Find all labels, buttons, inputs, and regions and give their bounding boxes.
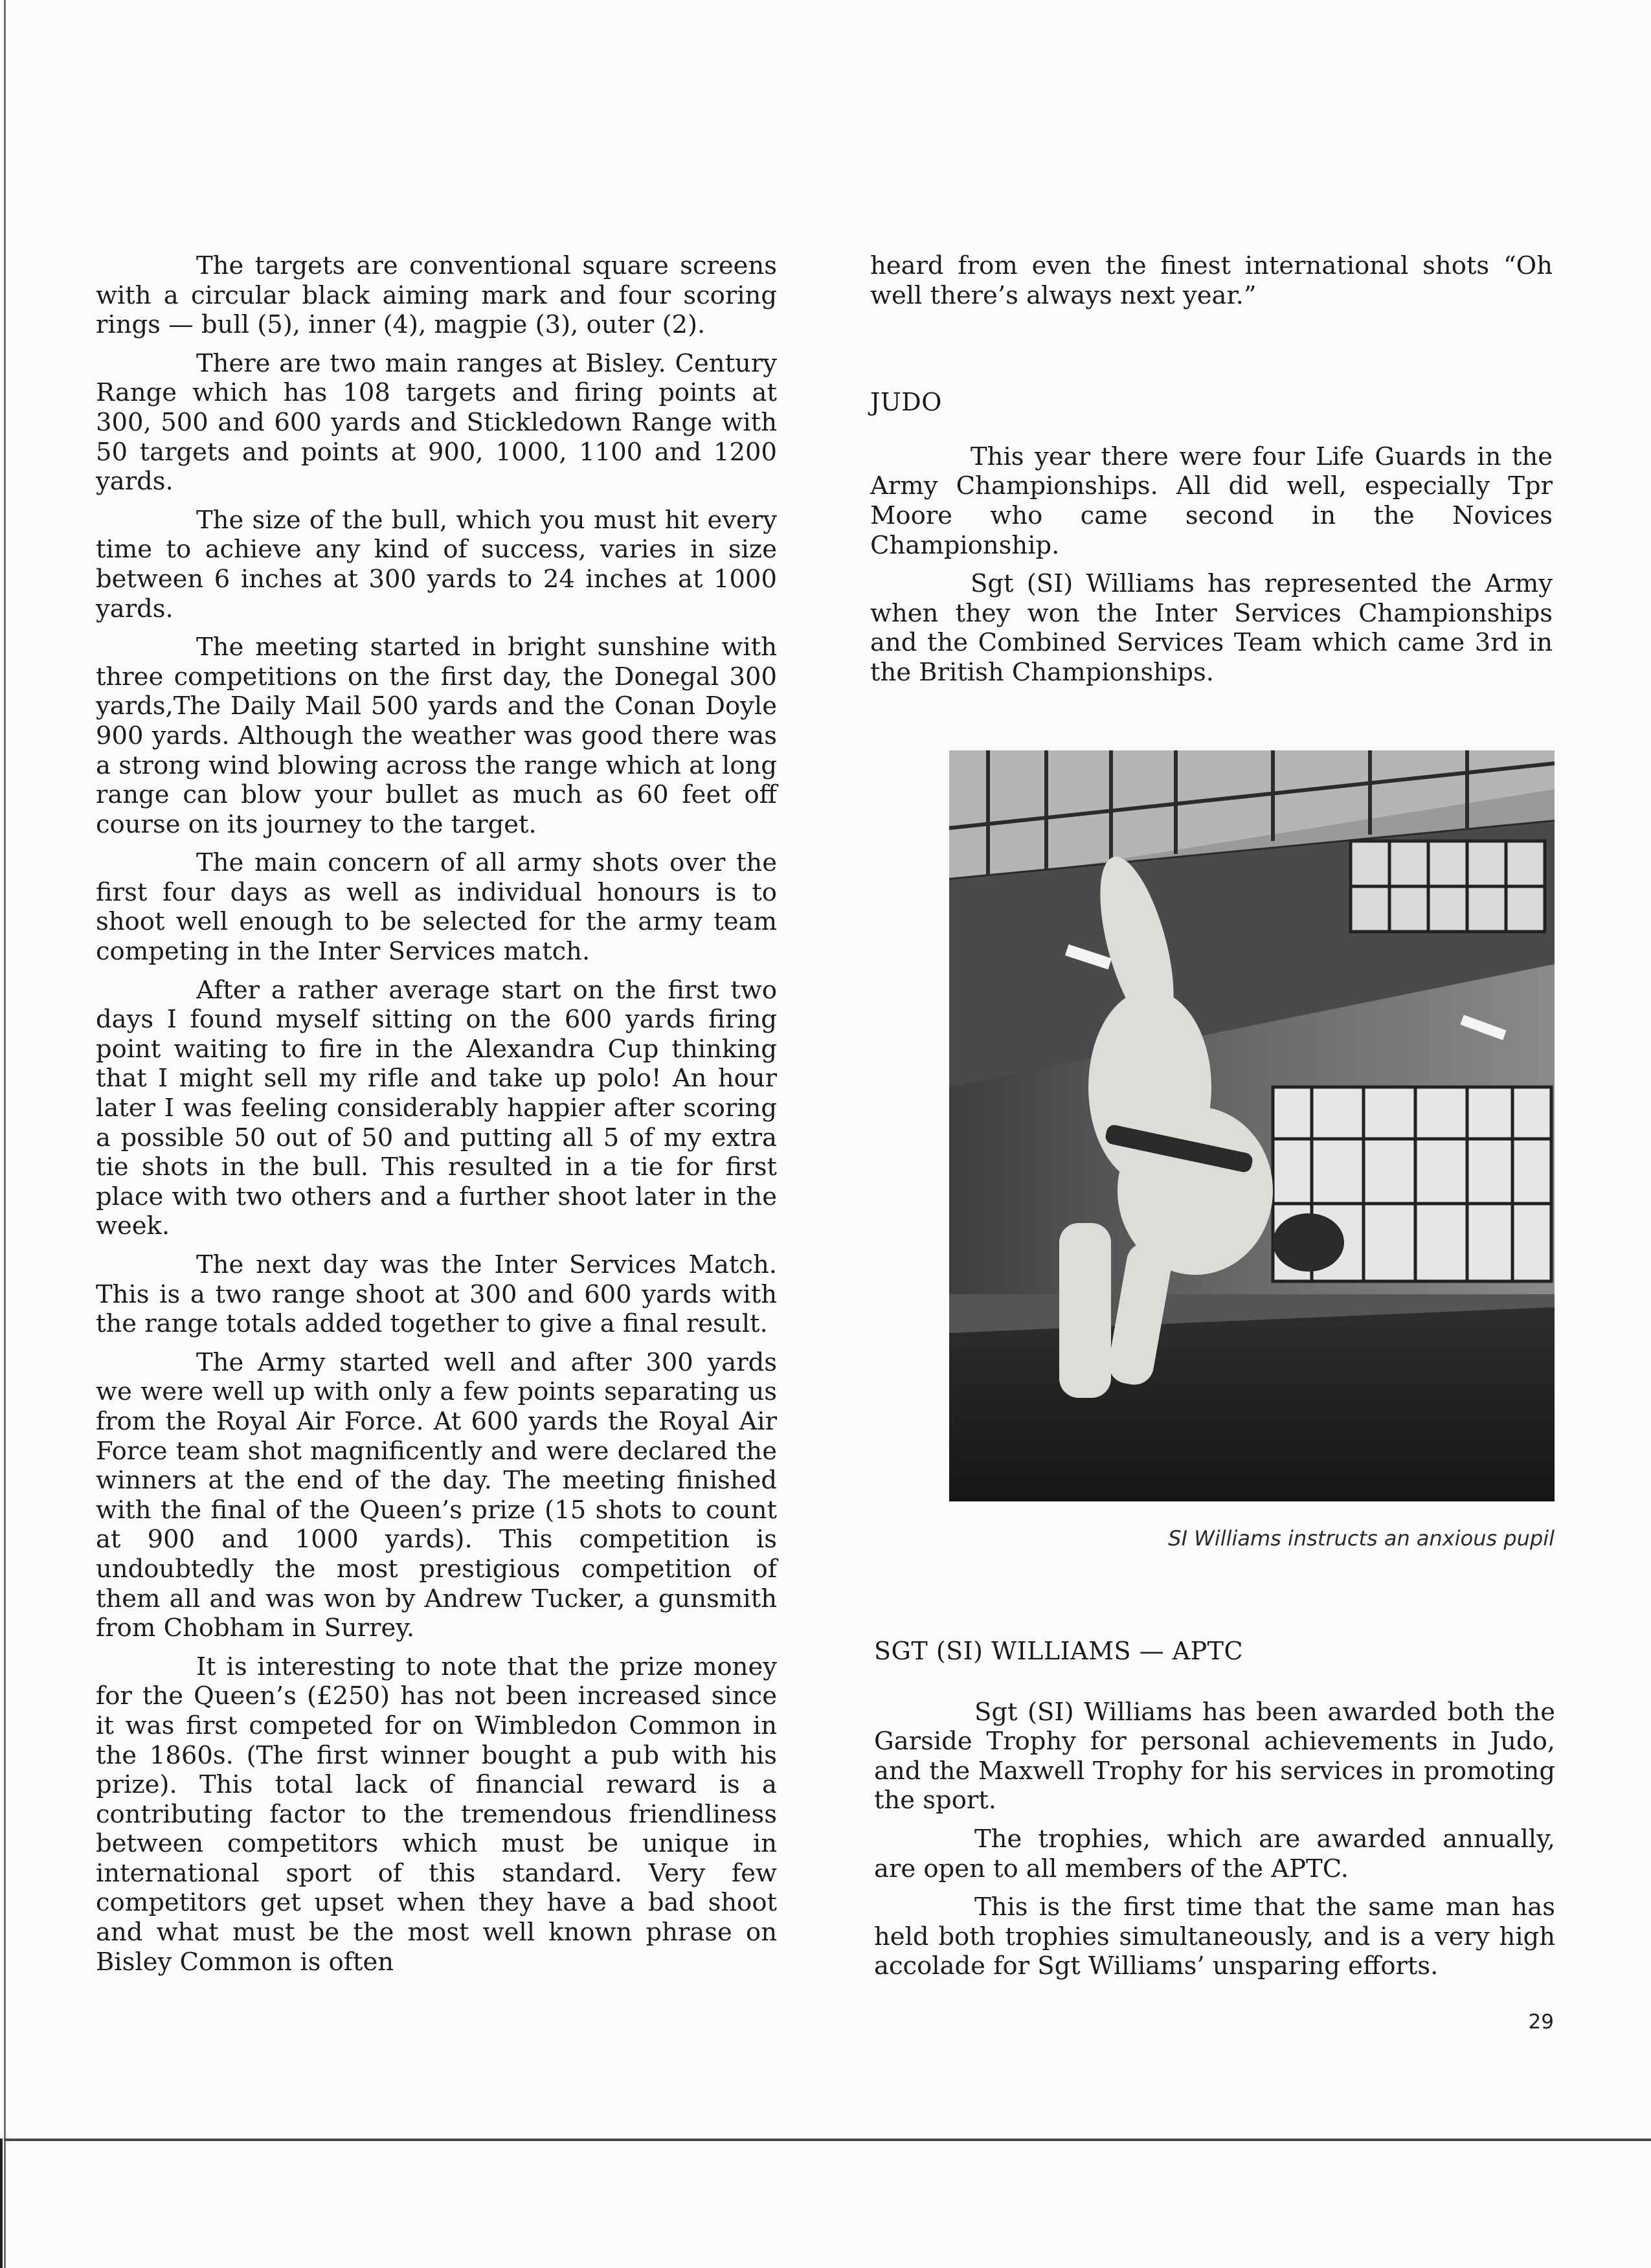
- judo-paragraph-1: This year there were four Life Guards in the Army Championships. All did well, especially Tpr Moore who came second in the Novices Championship.: [870, 442, 1553, 560]
- left-paragraph-4: The meeting started in bright sunshine with three competitions on the first day, the Donegal 300 yards,The Daily Mail 500 yards and the Conan Doyle 900 yards. Although the weather was good there was a strong wind blowing across the range which at long range can blow your bullet as much as 60 feet off course on its journey to the target.: [96, 633, 777, 839]
- left-paragraph-5: The main concern of all army shots over the first four days as well as individual honours is to shoot well enough to be selected for the army team competing in the Inter Services match.: [96, 848, 777, 967]
- judo-paragraph-2: Sgt (SI) Williams has represented the Army when they won the Inter Services Championships and the Combined Services Team which came 3rd in the British Championships.: [870, 569, 1553, 687]
- williams-paragraph-2: The trophies, which are awarded annually, are open to all members of the APTC.: [874, 1824, 1555, 1883]
- left-paragraph-8: The Army started well and after 300 yards we were well up with only a few points separating us from the Royal Air Force. At 600 yards the Royal Air Force team shot magnificently and were declared the winners at the end of the day. The meeting finished with the final of the Queen’s prize (15 shots to count at 900 and 1000 yards). This competition is undoubtedly the most prestigious competition of them all and was won by Andrew Tucker, a gunsmith from Chobham in Surrey.: [96, 1347, 777, 1643]
- left-paragraph-3: The size of the bull, which you must hit every time to achieve any kind of success, varies in size between 6 inches at 300 yards to 24 inches at 1000 yards.: [96, 505, 777, 623]
- scan-edge-left: [4, 0, 6, 2268]
- left-column: [96, 251, 777, 1986]
- williams-paragraph-1: Sgt (SI) Williams has been awarded both the Garside Trophy for personal achievements in Judo, and the Maxwell Trophy for his services in promoting the sport.: [874, 1697, 1555, 1815]
- left-paragraph-7: The next day was the Inter Services Match. This is a two range shoot at 300 and 600 yards with the range totals added together to give a final result.: [96, 1250, 777, 1339]
- left-paragraph-6: After a rather average start on the first two days I found myself sitting on the 600 yards firing point waiting to fire in the Alexandra Cup thinking that I might sell my rifle and take up polo! An hour later I was feeling considerably happier after scoring a possible 50 out of 50 and putting all 5 of my extra tie shots in the bull. This resulted in a tie for first place with two others and a further shoot later in the week.: [96, 975, 777, 1241]
- williams-paragraph-3: This is the first time that the same man has held both trophies simultaneously, and is a very high accolade for Sgt Williams’ unsparing efforts.: [874, 1892, 1555, 1981]
- scan-edge-corner: [0, 2139, 3, 2268]
- left-paragraph-2: There are two main ranges at Bisley. Century Range which has 108 targets and firing points at 300, 500 and 600 yards and Stickledown Range with 50 targets and points at 900, 1000, 1100 and 1200 yards.: [96, 348, 777, 497]
- williams-heading: SGT (SI) WILLIAMS — APTC: [874, 1637, 1244, 1665]
- scan-edge-bottom: [4, 2139, 1651, 2141]
- photo-caption: SI Williams instructs an anxious pupil: [1168, 1526, 1555, 1551]
- left-paragraph-9: It is interesting to note that the prize money for the Queen’s (£250) has not been increased since it was first competed for on Wimbledon Common in the 1860s. (The first winner bought a pub with his prize). This total lack of financial reward is a contributing factor to the tremendous friendliness between competitors which must be unique in international sport of this standard. Very few competitors get upset when they have a bad shoot and what must be the most well known phrase on Bisley Common is often: [96, 1652, 777, 1977]
- page-number: 29: [1528, 2010, 1554, 2034]
- left-paragraph-1: The targets are conventional square screens with a circular black aiming mark and four scoring rings — bull (5), inner (4), magpie (3), outer (2).: [96, 251, 777, 340]
- right-column-upper: [870, 251, 1553, 697]
- judo-heading: JUDO: [870, 388, 942, 417]
- right-column-lower: [874, 1637, 1555, 1990]
- judo-photo: [949, 750, 1555, 1501]
- continuation-paragraph: heard from even the finest international shots “Oh well there’s always next year.”: [870, 251, 1553, 310]
